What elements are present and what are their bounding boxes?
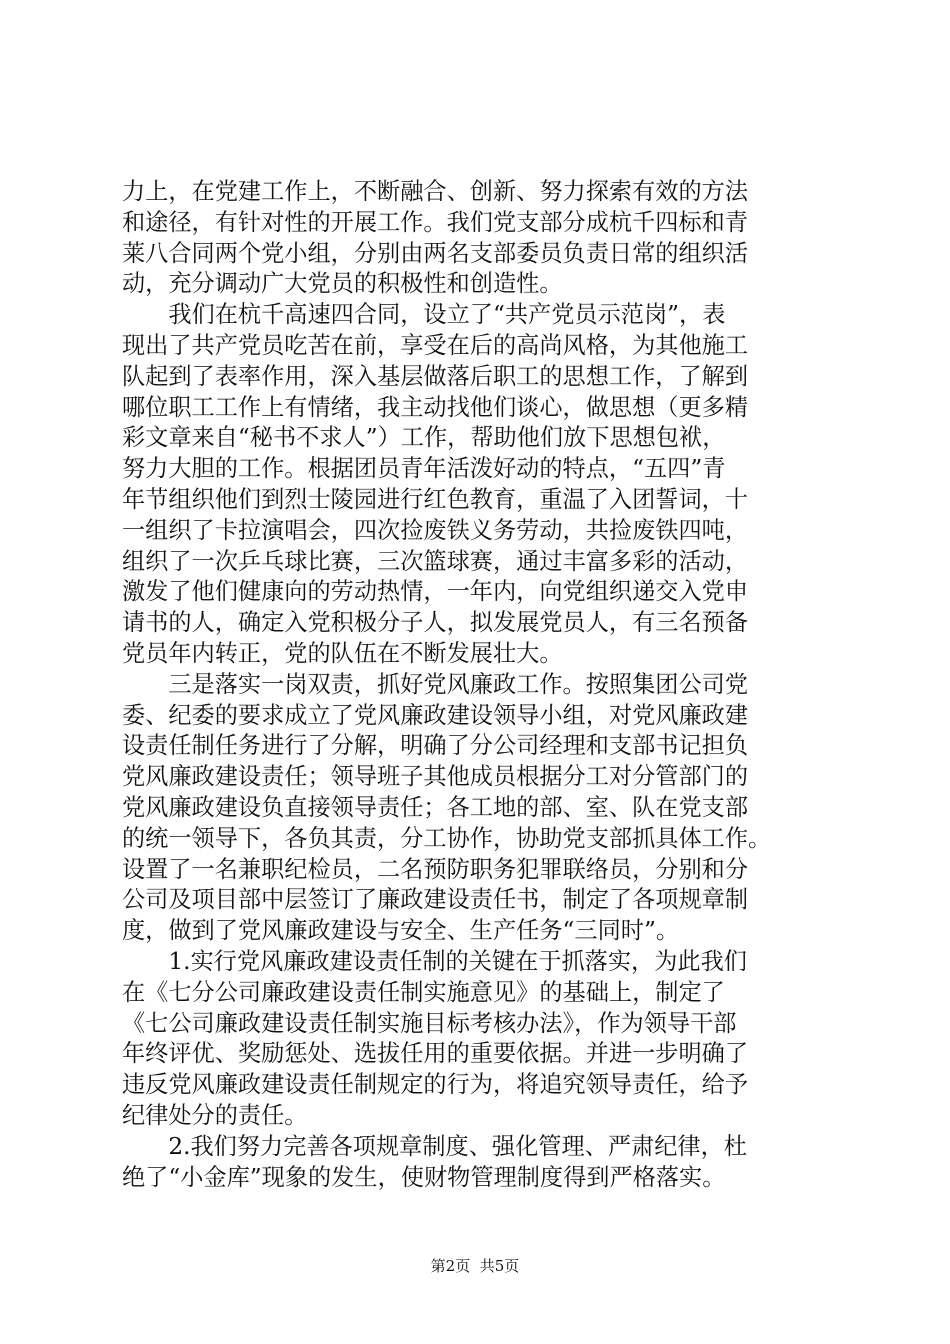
text-line: 激发了他们健康向的劳动热情，一年内，向党组织递交入党申 xyxy=(122,578,749,606)
text-line: 2.我们努力完善各项规章制度、强化管理、严肃纪律，杜 xyxy=(122,1132,747,1160)
text-line: 纪律处分的责任。 xyxy=(122,1101,308,1129)
page-number: 第2页 xyxy=(430,1257,471,1275)
text-line: 设责任制任务进行了分解，明确了分公司经理和支部书记担负 xyxy=(122,732,749,760)
text-line: 《七公司廉政建设责任制实施目标考核办法》，作为领导干部 xyxy=(122,1009,737,1037)
text-line: 队起到了表率作用，深入基层做落后职工的思想工作，了解到 xyxy=(122,362,749,390)
text-line: 绝了“小金库”现象的发生，使财物管理制度得到严格落实。 xyxy=(122,1163,726,1191)
text-line: 请书的人，确定入党积极分子人，拟发展党员人，有三名预备 xyxy=(122,609,749,637)
text-line: 党员年内转正，党的队伍在不断发展壮大。 xyxy=(122,639,563,667)
text-line: 年终评优、奖励惩处、选拔任用的重要依据。并进一步明确了 xyxy=(122,1040,749,1068)
text-line: 彩文章来自“秘书不求人”）工作，帮助他们放下思想包袱， xyxy=(122,424,726,452)
page-total: 共5页 xyxy=(479,1257,520,1275)
text-line: 和途径，有针对性的开展工作。我们党支部分成杭千四标和青 xyxy=(122,208,749,236)
page-footer xyxy=(0,1256,950,1276)
text-line: 设置了一名兼职纪检员，二名预防职务犯罪联络员，分别和分 xyxy=(122,855,749,883)
footer-separator xyxy=(470,1257,480,1275)
text-line: 现出了共产党员吃苦在前，享受在后的高尚风格，为其他施工 xyxy=(122,331,749,359)
text-line: 一组织了卡拉演唱会，四次捡废铁义务劳动，共捡废铁四吨， xyxy=(122,516,749,544)
text-line: 三是落实一岗双责，抓好党风廉政工作。按照集团公司党 xyxy=(122,670,749,698)
text-line: 努力大胆的工作。根据团员青年活泼好动的特点，“五四”青 xyxy=(122,455,726,483)
text-line: 哪位职工工作上有情绪，我主动找他们谈心，做思想（更多精 xyxy=(122,393,749,421)
text-line: 违反党风廉政建设责任制规定的行为，将追究领导责任，给予 xyxy=(122,1071,749,1099)
text-line: 公司及项目部中层签订了廉政建设责任书，制定了各项规章制 xyxy=(122,886,749,914)
body-text xyxy=(122,177,834,1193)
text-line: 委、纪委的要求成立了党风廉政建设领导小组，对党风廉政建 xyxy=(122,701,749,729)
text-line: 我们在杭千高速四合同，设立了“共产党员示范岗”，表 xyxy=(122,301,726,329)
text-line: 莱八合同两个党小组，分别由两名支部委员负责日常的组织活 xyxy=(122,239,749,267)
text-line: 1.实行党风廉政建设责任制的关键在于抓落实，为此我们 xyxy=(122,947,747,975)
text-line: 动，充分调动广大党员的积极性和创造性。 xyxy=(122,270,563,298)
text-line: 组织了一次乒乓球比赛，三次篮球赛，通过丰富多彩的活动， xyxy=(122,547,749,575)
text-line: 年节组织他们到烈士陵园进行红色教育，重温了入团誓词，十 xyxy=(122,485,749,513)
text-line: 的统一领导下，各负其责，分工协作，协助党支部抓具体工作。 xyxy=(122,824,772,852)
text-line: 力上，在党建工作上，不断融合、创新、努力探索有效的方法 xyxy=(122,178,749,205)
text-line: 党风廉政建设责任；领导班子其他成员根据分工对分管部门的 xyxy=(122,763,749,791)
text-line: 在《七分公司廉政建设责任制实施意见》的基础上，制定了 xyxy=(122,978,725,1006)
text-line: 度，做到了党风廉政建设与安全、生产任务“三同时”。 xyxy=(122,917,680,945)
text-line: 党风廉政建设负直接领导责任；各工地的部、室、队在党支部 xyxy=(122,793,749,821)
